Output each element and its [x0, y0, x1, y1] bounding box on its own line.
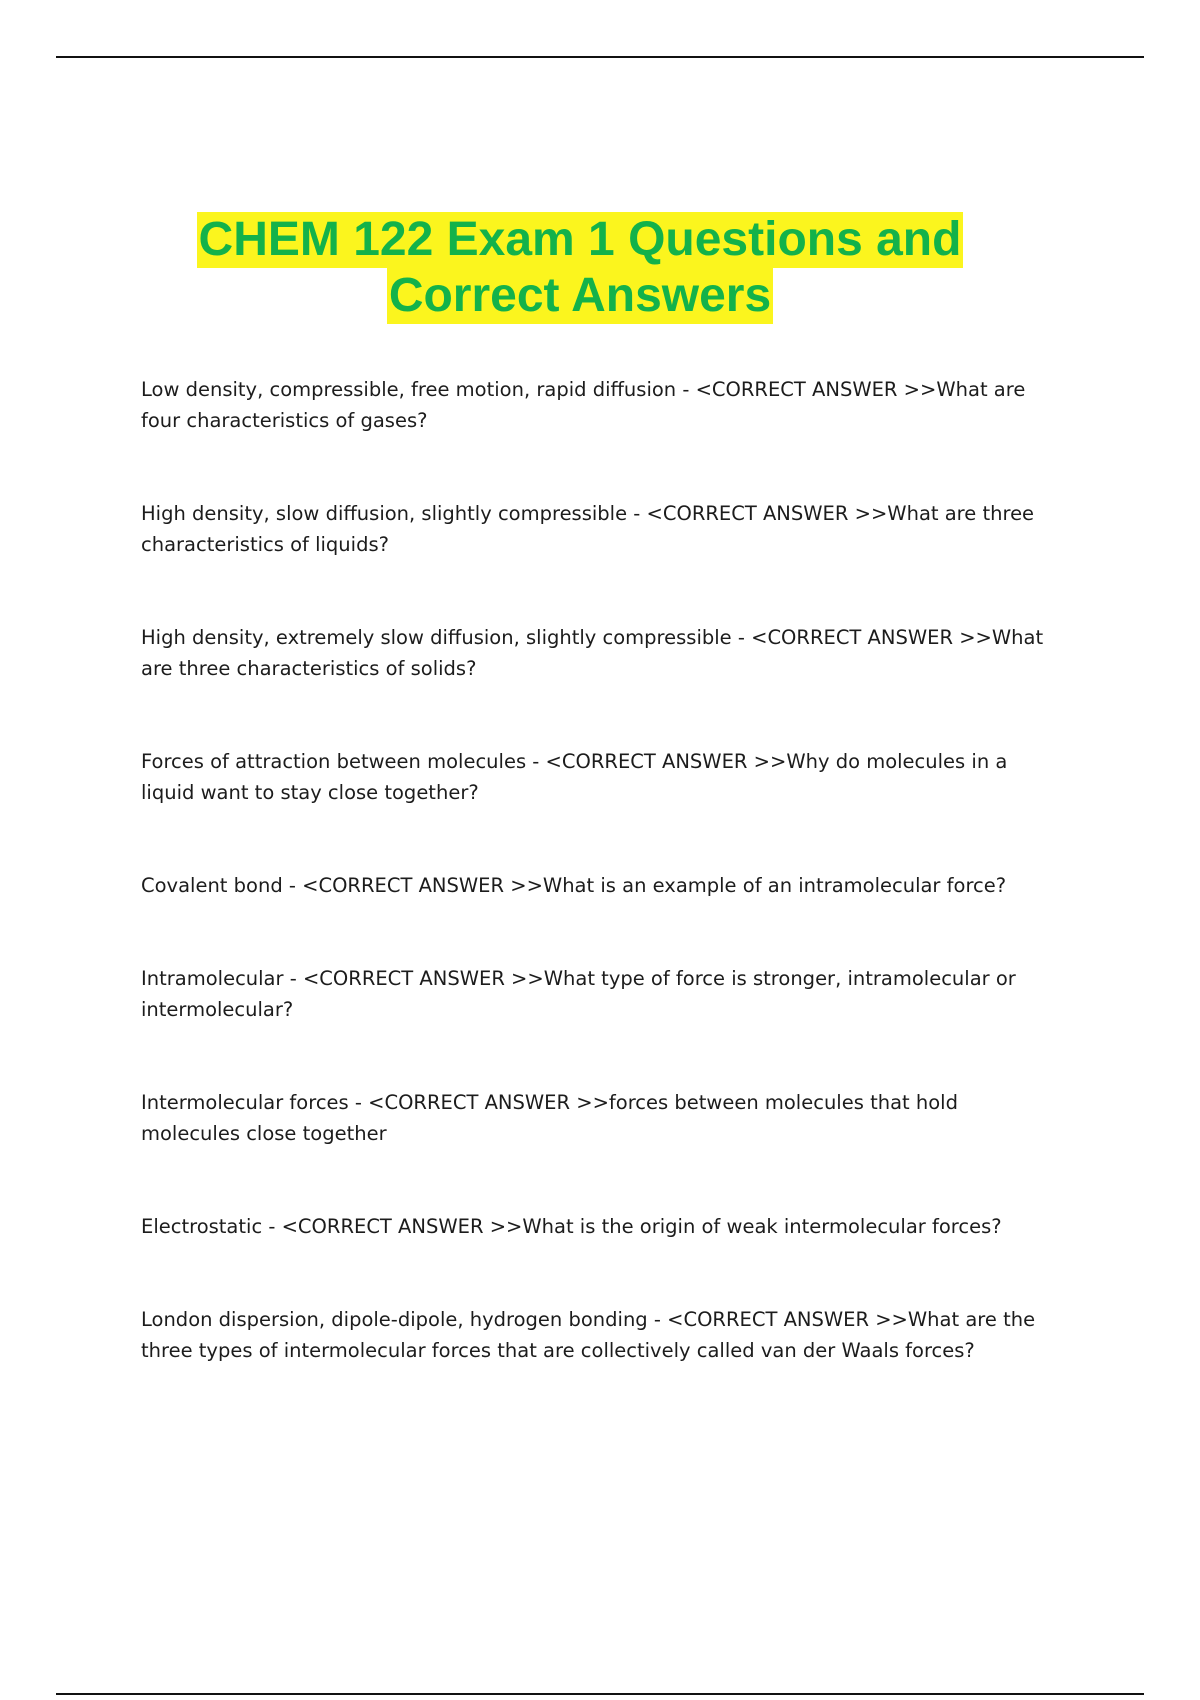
footer-rule	[56, 1693, 1144, 1695]
qa-item: London dispersion, dipole-dipole, hydrogen bonding - <CORRECT ANSWER >>What are the three types of intermolecular forces that are collectively called van der Waals forces?	[141, 1308, 1036, 1362]
qa-item: High density, extremely slow diffusion, slightly compressible - <CORRECT ANSWER >>What are three characteristics of solids?	[141, 626, 1044, 680]
qa-item: High density, slow diffusion, slightly compressible - <CORRECT ANSWER >>What are three characteristics of liquids?	[141, 502, 1035, 556]
title-line-1: CHEM 122 Exam 1 Questions and	[198, 213, 962, 266]
qa-item: Intramolecular - <CORRECT ANSWER >>What type of force is stronger, intramolecular or intermolecular?	[141, 967, 1016, 1021]
title-line-2: Correct Answers	[388, 269, 772, 322]
qa-item: Intermolecular forces - <CORRECT ANSWER >>forces between molecules that hold molecules close together	[141, 1091, 958, 1145]
qa-item: Electrostatic - <CORRECT ANSWER >>What is the origin of weak intermolecular forces?	[141, 1215, 1002, 1238]
document-title	[0, 212, 1160, 324]
qa-item: Low density, compressible, free motion, rapid diffusion - <CORRECT ANSWER >>What are four characteristics of gases?	[141, 378, 1026, 432]
qa-item: Covalent bond - <CORRECT ANSWER >>What is an example of an intramolecular force?	[141, 874, 1007, 897]
header-rule	[56, 56, 1144, 58]
qa-item: Forces of attraction between molecules - <CORRECT ANSWER >>Why do molecules in a liquid want to stay close together?	[141, 750, 1008, 804]
qa-list	[141, 374, 1046, 1366]
